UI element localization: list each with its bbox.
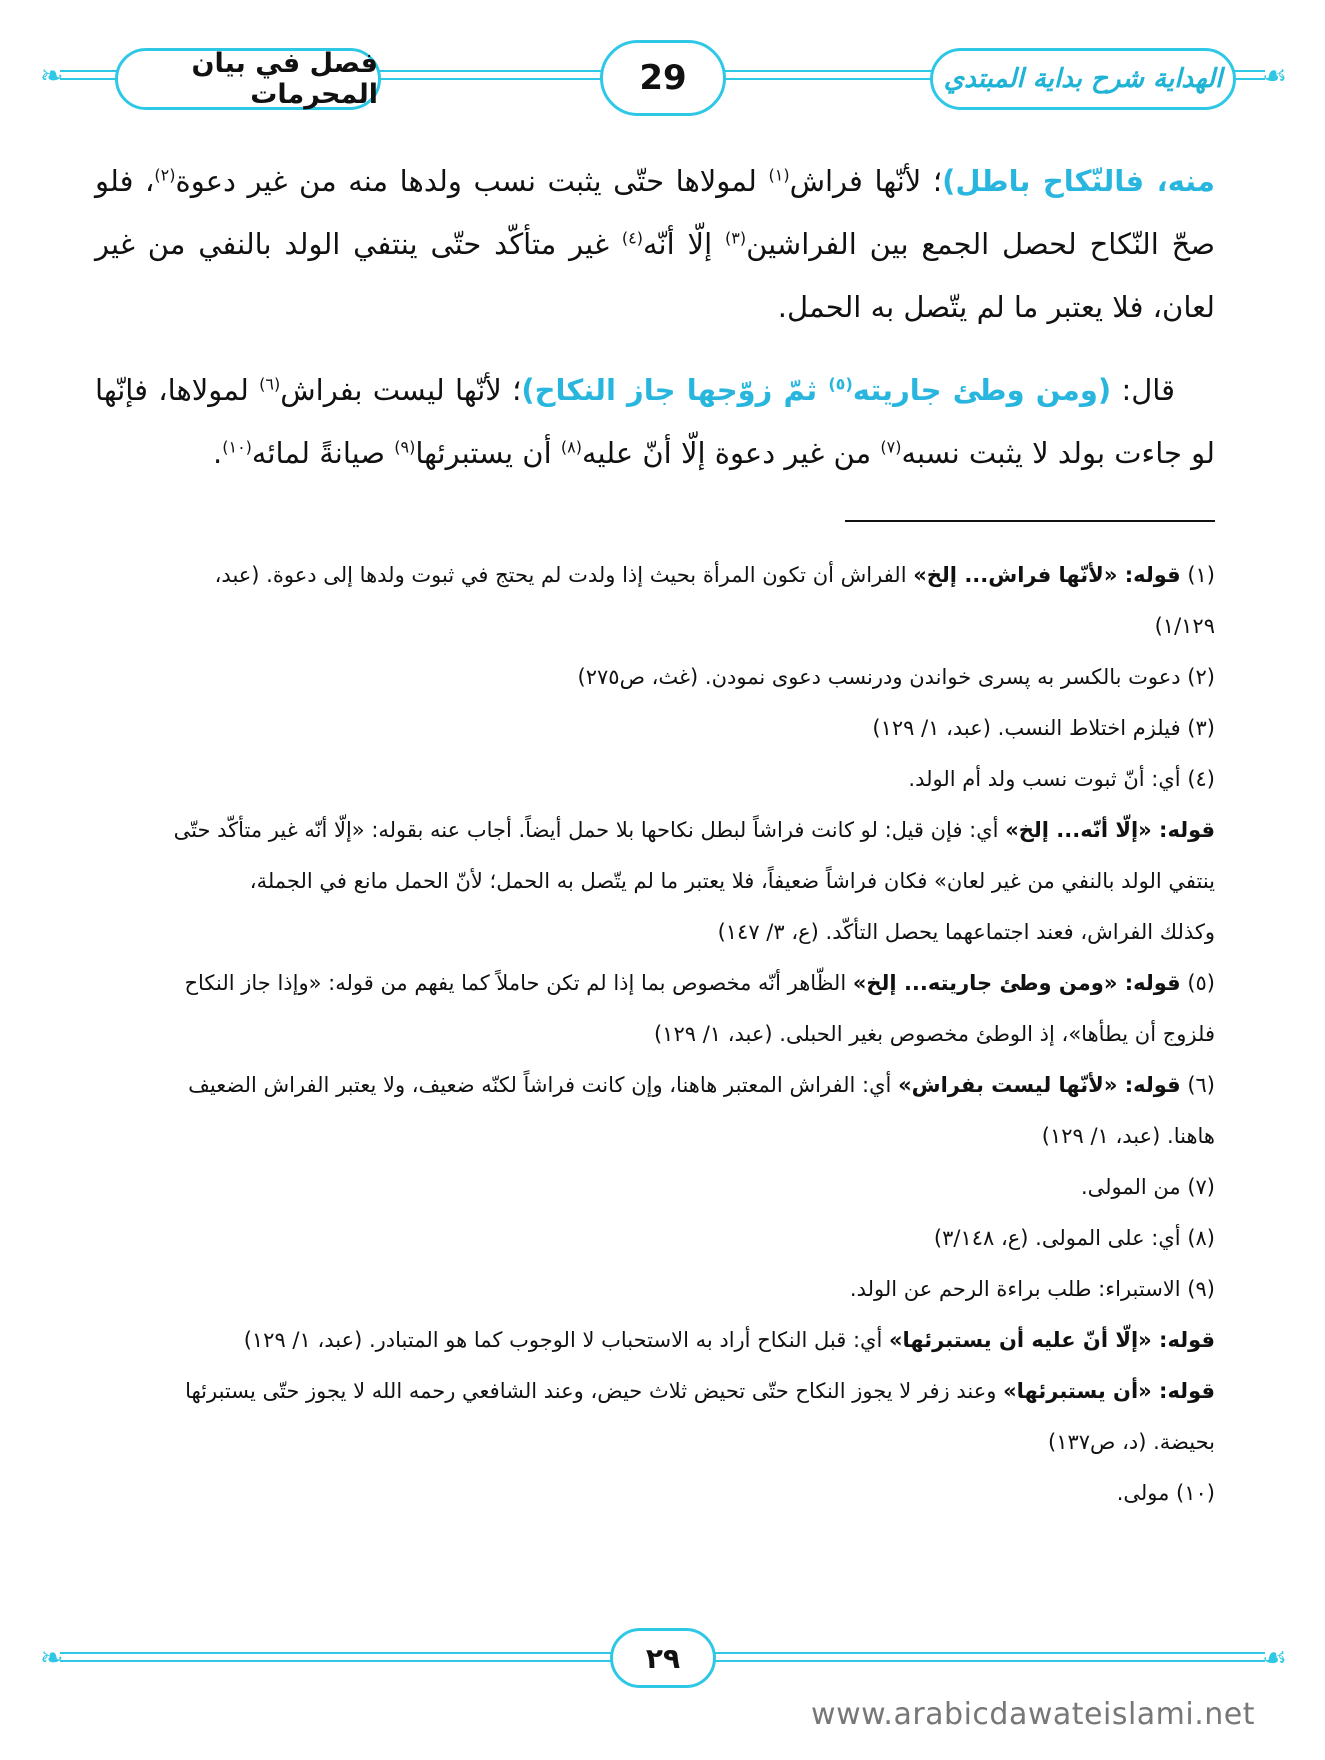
footer-page-box: [610, 1628, 716, 1688]
footnote-2: (٢) دعوت بالكسر به پسرى خواندن ودرنسب دعوى نمودن. (غث، ص٢٧٥): [577, 665, 1215, 689]
footnote-ref: (٨): [560, 437, 582, 457]
matn-highlight: ثمّ زوّجها جاز النكاح): [521, 373, 829, 407]
footnote-lemma: قوله: «لأنّها فراش... إلخ»: [913, 563, 1181, 587]
footnote-ref: (٥): [828, 374, 853, 394]
ornament-left-icon: ❧: [40, 59, 64, 92]
footnote-lemma: قوله: «أن يستبرئها»: [1003, 1379, 1215, 1403]
footnote-ref: (١): [768, 165, 790, 185]
footnote-9: (٩) الاستبراء: طلب براءة الرحم عن الولد.: [849, 1277, 1215, 1301]
footnote-ref: (٢): [154, 165, 176, 185]
text: لمولاها حتّى يثبت نسب ولدها منه من غير دعوة: [175, 164, 769, 198]
footnote-ref: (٤): [621, 228, 643, 248]
paragraph-2: [95, 359, 1215, 485]
footnote-text: وعند زفر لا يجوز النكاح حتّى تحيض ثلاث حيض، وعند الشافعي رحمه الله لا يجوز حتّى يستبرئها: [185, 1379, 1004, 1403]
footnote-9-comment-2-cont: بحيضة. (د، ص١٣٧): [1048, 1430, 1215, 1454]
text: غير متأكّد حتّى ينتفي الولد بالنفي من غير لعان، فلا يعتبر ما لم يتّصل به الحمل.: [95, 227, 1215, 324]
chapter-title: فصل في بيان المحرمات: [191, 48, 378, 110]
footnote-ref: (٩): [394, 437, 416, 457]
footnote-3: (٣) فيلزم اختلاط النسب. (عبد، ١/ ١٢٩): [872, 716, 1215, 740]
footnote-lemma: قوله: «إلّا أنّه... إلخ»: [1005, 818, 1215, 842]
chapter-title-box: [115, 48, 381, 110]
footnote-text: الظّاهر أنّه مخصوص بما إذا لم تكن حاملاً كما يفهم من قوله: «وإذا جاز النكاح: [184, 971, 853, 995]
footnote-number: (١): [1180, 563, 1215, 587]
footnote-10: (١٠) مولى.: [1116, 1481, 1215, 1505]
book-title-box: [930, 48, 1236, 110]
footnote-1: [95, 550, 1215, 601]
ornament-left-icon: ❧: [40, 1641, 64, 1674]
footnote-text: الفراش أن تكون المرأة بحيث إذا ولدت لم يحتج في ثبوت ولدها إلى دعوة. (عبد،: [214, 563, 914, 587]
text: ؛ لأنّها ليست بفراش: [280, 373, 522, 407]
text: إلّا أنّه: [643, 227, 725, 261]
footnote-text: أي: فإن قيل: لو كانت فراشاً لبطل نكاحها بلا حمل أيضاً. أجاب عنه بقوله: «إلّا أنّه غير متأكّد حتّى: [173, 818, 1006, 842]
book-title: الهداية شرح بداية المبتدي: [943, 64, 1223, 94]
text: صيانةً لمائه: [251, 436, 395, 470]
text: ؛ لأنّها فراش: [789, 164, 943, 198]
page-number: 29: [639, 58, 687, 98]
website-url: www.arabicdawateislami.net: [811, 1697, 1255, 1732]
footnote-ref: (٧): [880, 437, 902, 457]
footnote-5: [95, 958, 1215, 1009]
page-number-box: [600, 40, 726, 116]
footnote-lemma: قوله: «ومن وطئ جاريته... إلخ»: [852, 971, 1181, 995]
footnotes: [95, 550, 1215, 1519]
footnote-8: (٨) أي: على المولى. (ع، ٣/١٤٨): [933, 1226, 1215, 1250]
footnote-separator: [845, 520, 1215, 522]
footnote-4-comment: [95, 805, 1215, 856]
text: .: [213, 436, 223, 470]
footnote-4-comment-cont: ينتفي الولد بالنفي من غير لعان» فكان فراشاً ضعيفاً، فلا يعتبر ما لم يتّصل به الحمل؛ لأنّ الحمل مانع في الجملة،: [249, 869, 1215, 893]
footnote-6: [95, 1060, 1215, 1111]
footnote-number: (٦): [1180, 1073, 1215, 1097]
matn-highlight: (ومن وطئ جاريته: [852, 373, 1112, 407]
footnote-9-comment-2: [95, 1366, 1215, 1417]
footnote-text: أي: قبل النكاح أراد به الاستحباب لا الوجوب كما هو المتبادر. (عبد، ١/ ١٢٩): [243, 1328, 889, 1352]
footnote-4: (٤) أي: أنّ ثبوت نسب ولد أم الولد.: [908, 767, 1215, 791]
footnote-6-cont: هاهنا. (عبد، ١/ ١٢٩): [1041, 1124, 1215, 1148]
text: قال:: [1111, 373, 1175, 407]
footnote-number: (٥): [1180, 971, 1215, 995]
footnote-ref: (٣): [724, 228, 747, 248]
paragraph-1: [95, 150, 1215, 339]
footnote-5-cont: فلزوج أن يطأها»، إذ الوطئ مخصوص بغير الحبلى. (عبد، ١/ ١٢٩): [653, 1022, 1215, 1046]
footnote-9-comment: [95, 1315, 1215, 1366]
footnote-7: (٧) من المولى.: [1080, 1175, 1215, 1199]
footnote-ref: (١٠): [222, 437, 252, 457]
text: ، فلو صحّ النّكاح لحصل الجمع بين الفراشين: [95, 164, 1215, 261]
matn-highlight: منه، فالنّكاح باطل): [942, 164, 1215, 198]
footnote-1-cont: ١/١٢٩): [1154, 614, 1215, 638]
text: من غير دعوة إلّا أنّ عليه: [581, 436, 881, 470]
footnote-lemma: قوله: «لأنّها ليست بفراش»: [898, 1073, 1181, 1097]
footnote-ref: (٦): [259, 374, 281, 394]
ornament-right-icon: ☙: [1262, 59, 1288, 92]
main-text: [95, 150, 1215, 505]
ornament-right-icon: ☙: [1262, 1641, 1288, 1674]
text: أن يستبرئها: [415, 436, 561, 470]
footnote-4-comment-cont: وكذلك الفراش، فعند اجتماعهما يحصل التأكّد. (ع، ٣/ ١٤٧): [717, 920, 1215, 944]
text: لمولاها، فإنّها لو جاءت بولد لا يثبت نسبه: [95, 373, 1215, 470]
footer-page-number: ٢٩: [645, 1641, 681, 1675]
footnote-text: أي: الفراش المعتبر هاهنا، وإن كانت فراشاً لكنّه ضعيف، ولا يعتبر الفراش الضعيف: [188, 1073, 899, 1097]
footnote-lemma: قوله: «إلّا أنّ عليه أن يستبرئها»: [888, 1328, 1215, 1352]
